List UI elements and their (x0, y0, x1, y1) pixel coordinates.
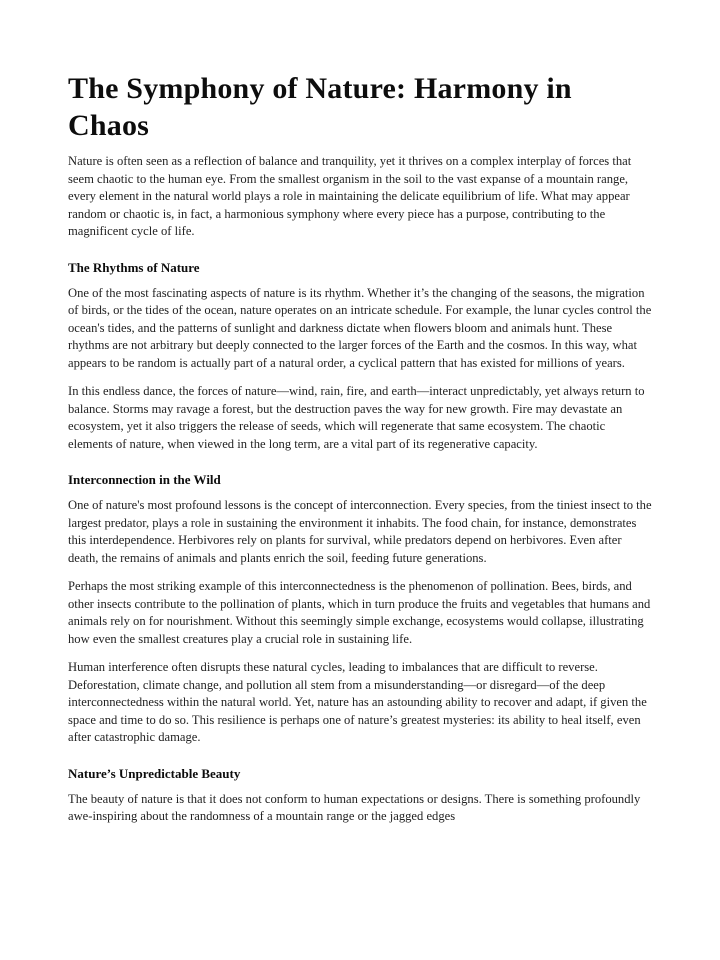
section-heading: Interconnection in the Wild (68, 472, 221, 487)
section-interconnection-in-the-wild (68, 472, 652, 747)
section-heading: Nature’s Unpredictable Beauty (68, 765, 241, 781)
section-natures-unpredictable-beauty (68, 766, 652, 826)
paragraph: One of nature's most profound lessons is the concept of interconnection. Every species, from the tiniest insect to the largest predator, plays a role in sustaining the environment it inhabits. The food chain, for instance, demonstrates this interdependence. Herbivores rely on plants for survival, while predators depend on herbivores. Even after death, the remains of animals and plants enrich the soil, feeding future generations. (68, 498, 652, 565)
document-title: The Symphony of Nature: Harmony in Chaos (68, 72, 572, 142)
section-rhythms-of-nature (68, 260, 652, 454)
paragraph: In this endless dance, the forces of nature—wind, rain, fire, and earth—interact unpredictably, yet always return to balance. Storms may ravage a forest, but the destruction paves the way for new growth. Fire may devastate an ecosystem, yet it also triggers the release of seeds, which will regenerate that same ecosystem. The chaotic elements of nature, when viewed in the long term, are a vital part of its regenerative capacity. (68, 384, 645, 451)
section-heading: The Rhythms of Nature (68, 259, 200, 275)
paragraph: The beauty of nature is that it does not conform to human expectations or designs. There is something profoundly awe-inspiring about the randomness of a mountain range or the jagged edges (68, 791, 641, 823)
paragraph: Human interference often disrupts these natural cycles, leading to imbalances that are difficult to reverse. Deforestation, climate change, and pollution all stem from a misunderstanding—or disregard—of the deep interconnectedness within the natural world. Yet, nature has an astounding ability to recover and adapt, if given the space and time to do so. This resilience is perhaps one of nature’s greatest mysteries: its ability to heal itself, even after catastrophic damage. (68, 660, 647, 744)
paragraph: One of the most fascinating aspects of nature is its rhythm. Whether it’s the changing of the seasons, the migration of birds, or the tides of the ocean, nature operates on an intricate schedule. For example, the lunar cycles control the ocean's tides, and the patterns of sunlight and darkness dictate when flowers bloom and animals hunt. These rhythms are not arbitrary but deeply connected to the larger forces of the Earth and the cosmos. In this way, what appears to be random is actually part of a natural order, a cyclical pattern that has existed for millions of years. (68, 285, 652, 370)
paragraph: Perhaps the most striking example of this interconnectedness is the phenomenon of pollination. Bees, birds, and other insects contribute to the pollination of plants, which in turn produce the fruits and vegetables that humans and animals rely on for nourishment. Without this seemingly simple exchange, ecosystems would collapse, illustrating how even the smallest creatures play a crucial role in sustaining life. (68, 579, 651, 646)
intro-paragraph: Nature is often seen as a reflection of balance and tranquility, yet it thrives on a complex interplay of forces that seem chaotic to the human eye. From the smallest organism in the soil to the vast expanse of a mountain range, every element in the natural world plays a role in maintaining the delicate equilibrium of life. What may appear random or chaotic is, in fact, a harmonious symphony where every piece has a purpose, contributing to the magnificent cycle of life. (68, 154, 632, 238)
